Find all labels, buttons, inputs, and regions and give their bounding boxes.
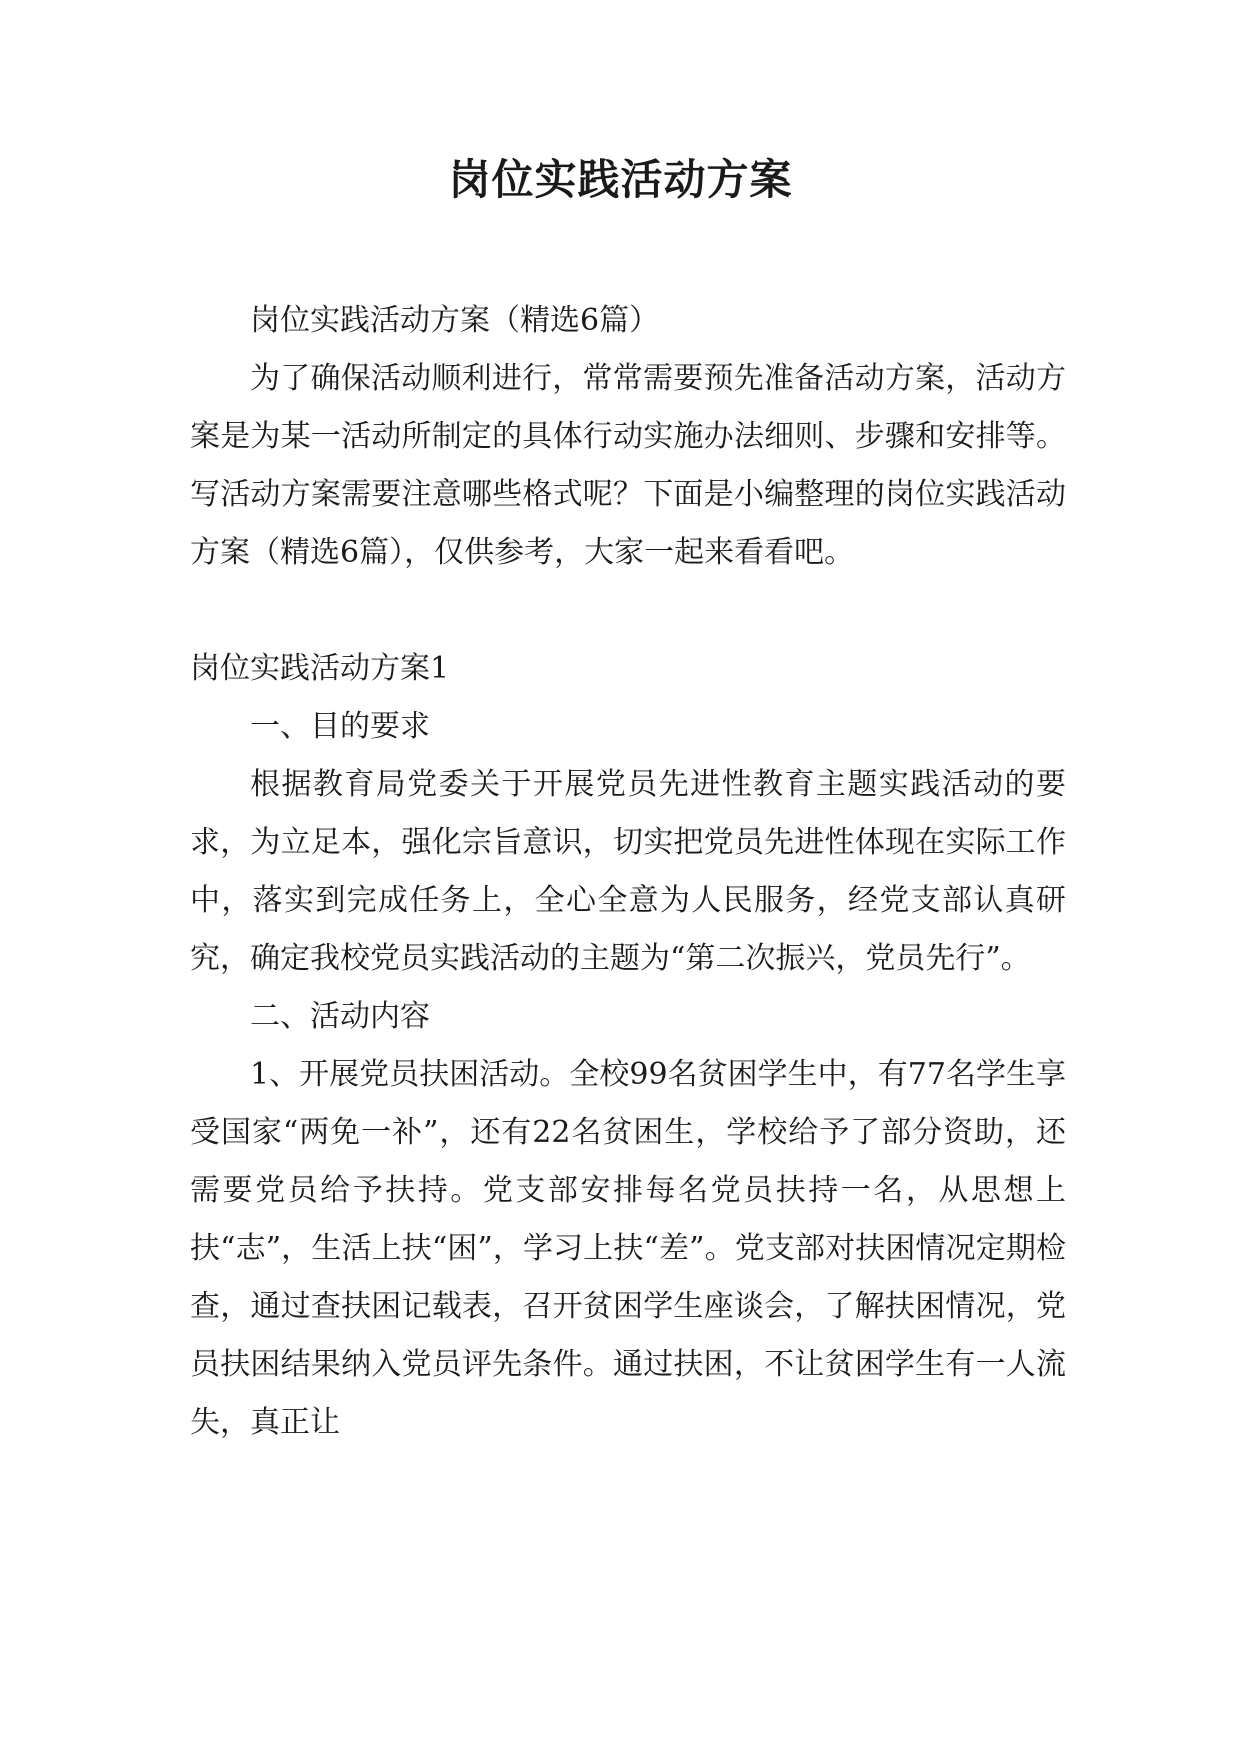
part2-heading: 二、活动内容 — [250, 999, 430, 1034]
part2-item1-paragraph: 1、开展党员扶困活动。全校99名贫困学生中，有77名学生享受国家“两免一补”，还有22名贫困生，学校给予了部分资助，还需要党员给予扶持。党支部安排每名党员扶持一名，从思想上扶“志”，生活上扶“困”，学习上扶“差”。党支部对扶困情况定期检查，通过查扶困记载表，召开贫困学生座谈会，了解扶困情况，党员扶困结果纳入党员评先条件。通过扶困，不让贫困学生有一人流失，真正让 — [190, 1057, 1066, 1440]
paragraph-gap — [190, 582, 1066, 640]
part1-heading: 一、目的要求 — [250, 709, 430, 744]
document-title: 岗位实践活动方案 — [448, 155, 793, 204]
document-body — [190, 292, 1066, 1452]
intro-paragraph: 为了确保活动顺利进行，常常需要预先准备活动方案，活动方案是为某一活动所制定的具体行动实施办法细则、步骤和安排等。写活动方案需要注意哪些格式呢？下面是小编整理的岗位实践活动方案（精选6篇），仅供参考，大家一起来看看吧。 — [190, 361, 1066, 570]
part1-paragraph: 根据教育局党委关于开展党员先进性教育主题实践活动的要求，为立足本，强化宗旨意识，切实把党员先进性体现在实际工作中，落实到完成任务上，全心全意为人民服务，经党支部认真研究，确定我校党员实践活动的主题为“第二次振兴，党员先行”。 — [190, 767, 1066, 976]
section-heading: 岗位实践活动方案1 — [190, 651, 450, 686]
subtitle-paragraph: 岗位实践活动方案（精选6篇） — [250, 303, 660, 338]
